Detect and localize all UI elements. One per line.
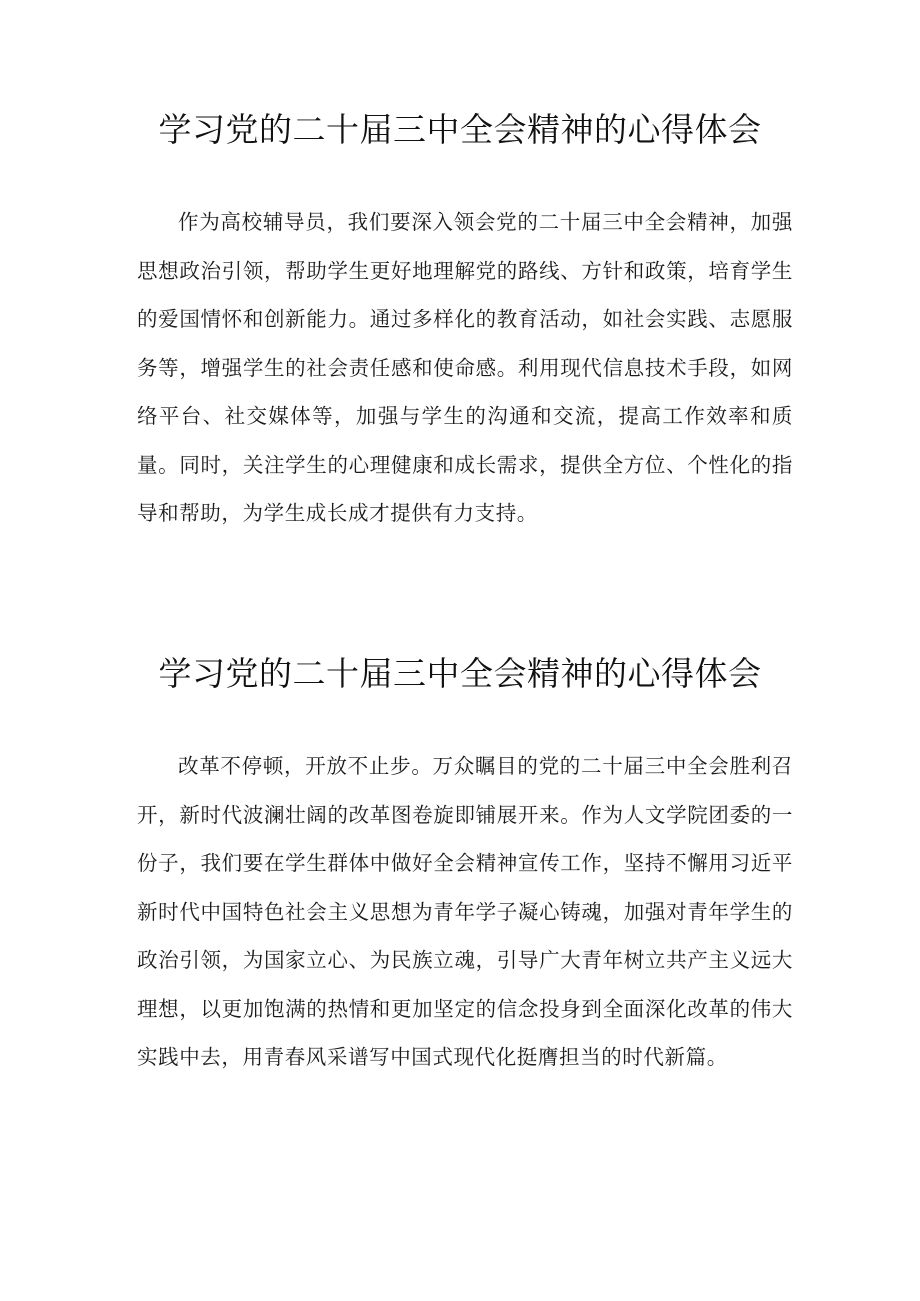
article-body-1: 作为高校辅导员，我们要深入领会党的二十届三中全会精神，加强思想政治引领，帮助学生更好地理解党的路线、方针和政策，培育学生的爱国情怀和创新能力。通过多样化的教育活动，如社会实践、志愿服务等，增强学生的社会责任感和使命感。利用现代信息技术手段，如网络平台、社交媒体等，加强与学生的沟通和交流，提高工作效率和质量。同时，关注学生的心理健康和成长需求，提供全方位、个性化的指导和帮助，为学生成长成才提供有力支持。	[137, 210, 793, 525]
article-section-2	[0, 648, 920, 1069]
article-title-1: 学习党的二十届三中全会精神的心得体会	[158, 110, 762, 149]
article-section-1	[0, 104, 920, 525]
article-title-2: 学习党的二十届三中全会精神的心得体会	[158, 654, 762, 693]
article-body-2: 改革不停顿，开放不止步。万众瞩目的党的二十届三中全会胜利召开，新时代波澜壮阔的改革图卷旋即铺展开来。作为人文学院团委的一份子，我们要在学生群体中做好全会精神宣传工作，坚持不懈用习近平新时代中国特色社会主义思想为青年学子凝心铸魂，加强对青年学生的政治引领，为国家立心、为民族立魂，引导广大青年树立共产主义远大理想，以更加饱满的热情和更加坚定的信念投身到全面深化改革的伟大实践中去，用青春风采谱写中国式现代化挺膺担当的时代新篇。	[137, 754, 793, 1069]
